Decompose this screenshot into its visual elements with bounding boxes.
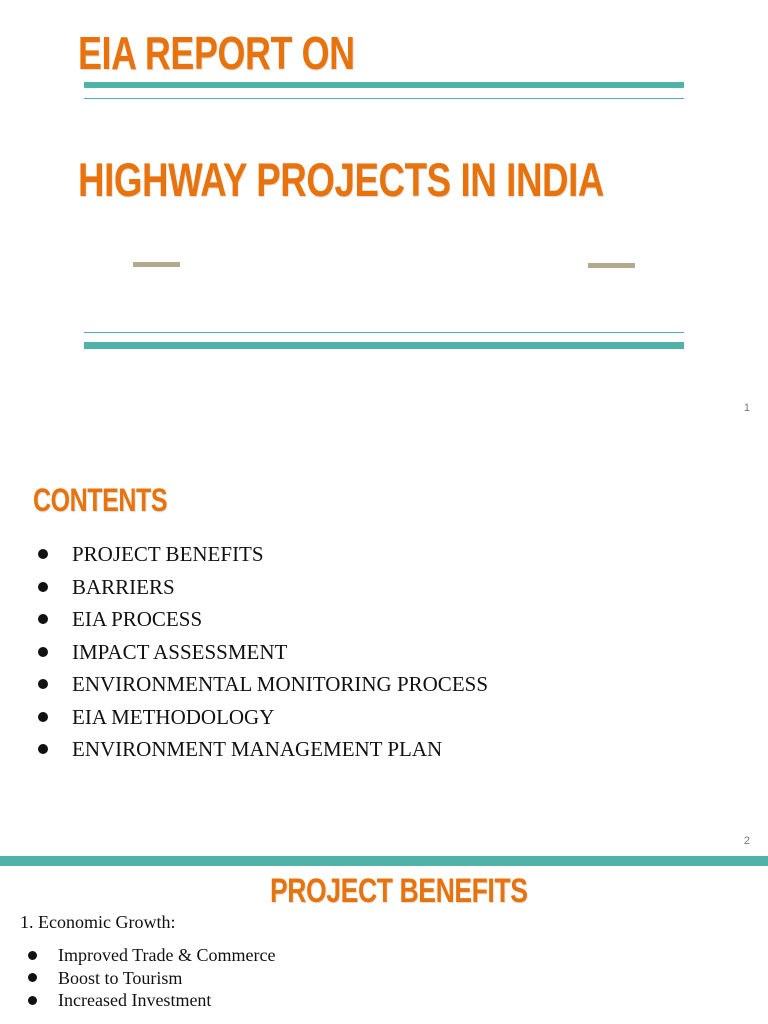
list-item-label: Increased Investment [58,990,212,1010]
project-benefits-heading: PROJECT BENEFITS [270,872,528,910]
bullet-icon [38,679,48,689]
bullet-icon [28,951,37,960]
bullet-icon [28,996,37,1005]
bottom-thin-rule [84,332,684,333]
list-item [28,989,275,1012]
title-line-1: EIA REPORT ON [78,27,355,79]
list-item [38,701,488,734]
list-item-label: EIA METHODOLOGY [72,704,275,729]
list-item [38,733,488,766]
page-number: 1 [743,402,750,414]
top-thick-rule [84,82,684,88]
left-dash-decoration [133,262,180,267]
bottom-thick-rule [84,342,684,349]
list-item [38,636,488,669]
contents-list [38,538,488,766]
list-item-label: Boost to Tourism [58,967,183,988]
contents-slide [0,430,768,856]
economic-growth-label: 1. Economic Growth: [20,912,176,932]
list-item-label: Improved Trade & Commerce [58,945,276,965]
slide-divider [0,856,768,866]
project-benefits-slide [0,866,768,1024]
list-item-label: BARRIERS [72,574,175,599]
bullet-icon [38,614,48,624]
right-dash-decoration [588,263,635,268]
list-item-label: EIA PROCESS [72,607,203,631]
list-item-label: IMPACT ASSESSMENT [72,639,288,664]
list-item [28,967,275,990]
contents-heading: CONTENTS [33,482,168,518]
title-line-2: HIGHWAY PROJECTS IN INDIA [78,153,605,206]
list-item [28,944,275,967]
title-slide [0,0,768,430]
list-item-label: ENVIRONMENT MANAGEMENT PLAN [72,737,443,761]
bullet-icon [38,549,48,559]
list-item [38,538,488,571]
top-thin-rule [84,98,684,99]
bullet-icon [38,712,48,722]
list-item-label: PROJECT BENEFITS [72,542,264,566]
list-item [38,571,488,604]
benefits-list [28,944,275,1012]
list-item [38,668,488,701]
bullet-icon [38,582,48,592]
list-item-label: ENVIRONMENTAL MONITORING PROCESS [72,672,489,696]
list-item [38,603,488,636]
bullet-icon [28,973,37,982]
page-number: 2 [743,835,750,847]
bullet-icon [38,647,48,657]
bullet-icon [38,744,48,754]
